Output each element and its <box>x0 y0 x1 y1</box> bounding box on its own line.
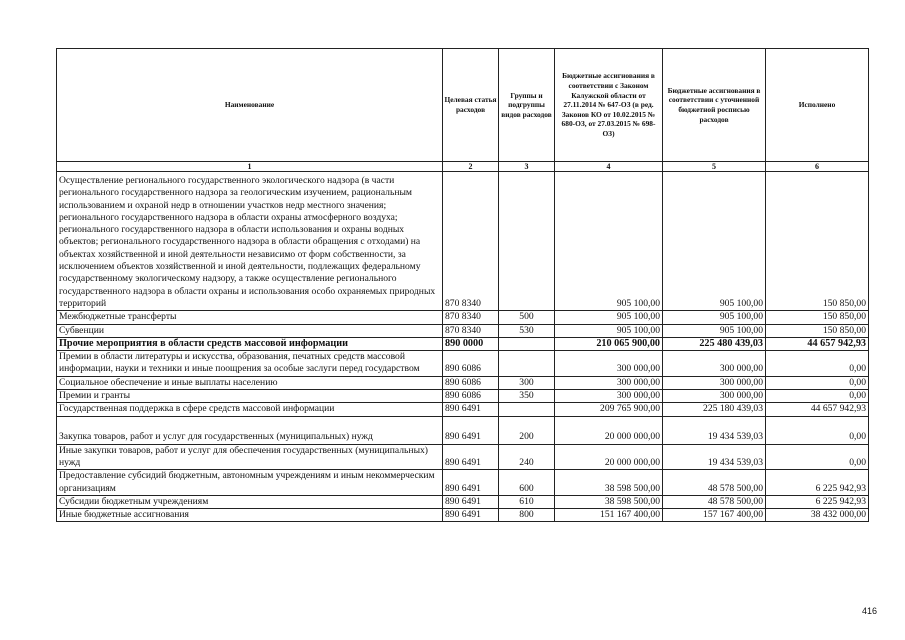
row-executed: 0,00 <box>766 351 869 377</box>
row-name: Прочие мероприятия в области средств массовой информации <box>57 337 443 350</box>
row-group: 350 <box>499 390 555 403</box>
row-group: 300 <box>499 376 555 389</box>
row-name: Иные бюджетные ассигнования <box>57 509 443 522</box>
row-executed: 0,00 <box>766 376 869 389</box>
row-executed: 6 225 942,93 <box>766 495 869 508</box>
row-name: Осуществление регионального государственного экологического надзора (в части регионального государственного надзора за геологическим изучением, рациональным использованием и охраной недр в отношении участков недр местного значения; регионального государственного надзора в области охраны атмосферного воздуха; регионального государственного надзора в области использования и охраны водных объектов; регионального государственного надзора в области обращения с отходами) на объектах хозяйственной и иной деятельности независимо от форм собственности, за исключением объектов хозяйственной и иной деятельности, подлежащих федеральному государственному экологическому надзору, а также осуществление регионального государственного надзора в области охраны и использования особо охраняемых природных территорий <box>57 172 443 311</box>
row-target: 870 8340 <box>443 311 499 324</box>
row-group: 610 <box>499 495 555 508</box>
row-refined: 300 000,00 <box>663 390 766 403</box>
row-target: 870 8340 <box>443 172 499 311</box>
table-row <box>57 351 869 377</box>
row-target: 890 6086 <box>443 376 499 389</box>
row-law: 300 000,00 <box>555 390 663 403</box>
row-group: 800 <box>499 509 555 522</box>
row-executed: 0,00 <box>766 416 869 444</box>
row-group: 530 <box>499 324 555 337</box>
row-executed: 0,00 <box>766 390 869 403</box>
col-number: 5 <box>663 162 766 172</box>
row-group <box>499 351 555 377</box>
row-executed: 38 432 000,00 <box>766 509 869 522</box>
row-law: 905 100,00 <box>555 172 663 311</box>
row-target: 890 6491 <box>443 470 499 496</box>
row-refined: 300 000,00 <box>663 351 766 377</box>
row-target: 890 6491 <box>443 416 499 444</box>
table-row <box>57 311 869 324</box>
col-name-header: Наименование <box>57 49 443 162</box>
row-group <box>499 172 555 311</box>
row-name: Государственная поддержка в сфере средств массовой информации <box>57 403 443 416</box>
row-law: 20 000 000,00 <box>555 444 663 470</box>
col-number: 6 <box>766 162 869 172</box>
row-name: Предоставление субсидий бюджетным, автономным учреждениям и иным некоммерческим организациям <box>57 470 443 496</box>
row-executed: 6 225 942,93 <box>766 470 869 496</box>
row-executed: 44 657 942,93 <box>766 337 869 350</box>
row-executed: 150 850,00 <box>766 172 869 311</box>
row-refined: 157 167 400,00 <box>663 509 766 522</box>
row-group: 600 <box>499 470 555 496</box>
row-group <box>499 337 555 350</box>
row-group: 240 <box>499 444 555 470</box>
row-law: 38 598 500,00 <box>555 495 663 508</box>
page-number: 416 <box>862 606 878 616</box>
row-executed: 150 850,00 <box>766 324 869 337</box>
row-name: Субвенции <box>57 324 443 337</box>
col-number: 1 <box>57 162 443 172</box>
table-row <box>57 337 869 350</box>
col-number: 3 <box>499 162 555 172</box>
row-name: Закупка товаров, работ и услуг для государственных (муниципальных) нужд <box>57 416 443 444</box>
row-target: 890 6491 <box>443 509 499 522</box>
row-group: 200 <box>499 416 555 444</box>
col-number: 2 <box>443 162 499 172</box>
row-group: 500 <box>499 311 555 324</box>
table-row <box>57 172 869 311</box>
row-target: 890 6491 <box>443 403 499 416</box>
col-law-header: Бюджетные ассигнования в соответствии с Законом Калужской области от 27.11.2014 № 647-ОЗ (в ред. Законов КО от 10.02.2015 № 680-ОЗ, от 27.03.2015 № 698-ОЗ) <box>555 49 663 162</box>
row-law: 20 000 000,00 <box>555 416 663 444</box>
table-row <box>57 390 869 403</box>
row-group <box>499 403 555 416</box>
col-refined-header: Бюджетные ассигнования в соответствии с уточненной бюджетной росписью расходов <box>663 49 766 162</box>
row-name: Иные закупки товаров, работ и услуг для обеспечения государственных (муниципальных) нужд <box>57 444 443 470</box>
row-name: Премии и гранты <box>57 390 443 403</box>
row-refined: 19 434 539,03 <box>663 444 766 470</box>
row-name: Субсидии бюджетным учреждениям <box>57 495 443 508</box>
col-group-header: Группы и подгруппы видов расходов <box>499 49 555 162</box>
row-law: 905 100,00 <box>555 311 663 324</box>
table-row <box>57 495 869 508</box>
column-number-row <box>57 162 869 172</box>
row-law: 210 065 900,00 <box>555 337 663 350</box>
row-law: 905 100,00 <box>555 324 663 337</box>
row-executed: 44 657 942,93 <box>766 403 869 416</box>
row-refined: 48 578 500,00 <box>663 470 766 496</box>
row-name: Премии в области литературы и искусства, образования, печатных средств массовой информации, науки и техники и иные поощрения за особые заслуги перед государством <box>57 351 443 377</box>
row-executed: 150 850,00 <box>766 311 869 324</box>
row-target: 890 6086 <box>443 390 499 403</box>
row-refined: 225 180 439,03 <box>663 403 766 416</box>
row-refined: 19 434 539,03 <box>663 416 766 444</box>
row-target: 870 8340 <box>443 324 499 337</box>
table-row <box>57 403 869 416</box>
row-executed: 0,00 <box>766 444 869 470</box>
row-law: 38 598 500,00 <box>555 470 663 496</box>
row-law: 209 765 900,00 <box>555 403 663 416</box>
row-name: Межбюджетные трансферты <box>57 311 443 324</box>
table-row <box>57 509 869 522</box>
row-law: 151 167 400,00 <box>555 509 663 522</box>
row-target: 890 6491 <box>443 444 499 470</box>
table-row <box>57 444 869 470</box>
col-target-header: Целевая статья расходов <box>443 49 499 162</box>
row-refined: 300 000,00 <box>663 376 766 389</box>
row-law: 300 000,00 <box>555 376 663 389</box>
row-target: 890 6086 <box>443 351 499 377</box>
row-law: 300 000,00 <box>555 351 663 377</box>
row-target: 890 0000 <box>443 337 499 350</box>
col-executed-header: Исполнено <box>766 49 869 162</box>
row-name: Социальное обеспечение и иные выплаты населению <box>57 376 443 389</box>
row-refined: 225 480 439,03 <box>663 337 766 350</box>
row-refined: 905 100,00 <box>663 324 766 337</box>
budget-table <box>56 48 869 522</box>
table-row <box>57 470 869 496</box>
row-refined: 905 100,00 <box>663 311 766 324</box>
row-refined: 905 100,00 <box>663 172 766 311</box>
col-number: 4 <box>555 162 663 172</box>
header-row <box>57 49 869 162</box>
table-row <box>57 416 869 444</box>
row-refined: 48 578 500,00 <box>663 495 766 508</box>
table-row <box>57 376 869 389</box>
row-target: 890 6491 <box>443 495 499 508</box>
table-row <box>57 324 869 337</box>
